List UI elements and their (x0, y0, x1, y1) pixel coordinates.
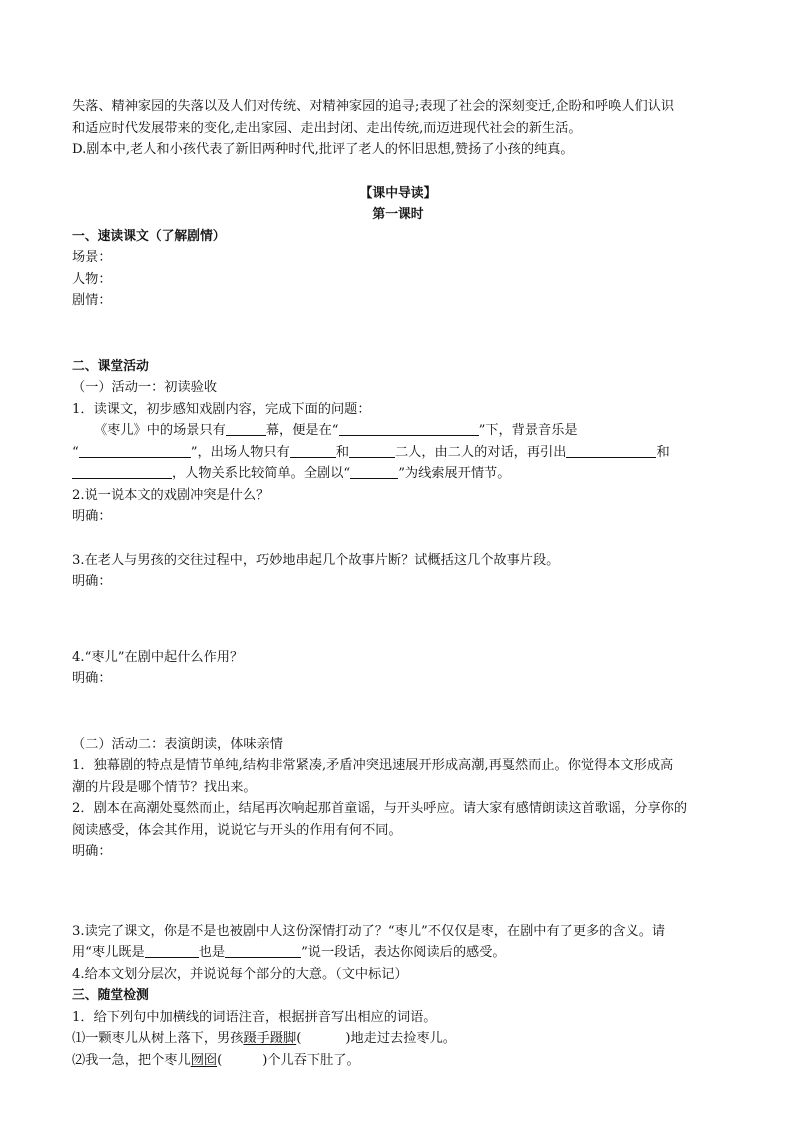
activity1-q1-line3 (72, 463, 724, 485)
activity1-q1-intro: 1．读课文，初步感知戏剧内容，完成下面的问题： (72, 401, 371, 417)
part3-item1 (72, 1028, 724, 1050)
text-segment: ”，出场人物只有 (190, 444, 290, 460)
text-segment: ”下，背景音乐是 (478, 423, 578, 438)
blank-line[interactable] (290, 443, 336, 458)
activity2-q4: 4.给本文划分层次，并说说每个部分的大意。（文中标记） (72, 966, 408, 982)
text-segment: 幕，便是在“ (265, 423, 339, 438)
scene-label: 场景： (72, 250, 112, 265)
answer-label: 明确： (72, 844, 112, 859)
blank-line[interactable] (145, 943, 199, 958)
text-segment: “ (72, 444, 79, 460)
activity1-q4: 4.“枣儿”在剧中起什么作用？ (72, 649, 244, 665)
text-segment: 和 (656, 444, 670, 460)
text-segment: 和 (335, 444, 349, 460)
text-segment: ”说一段话，表达你阅读后的感受。 (301, 945, 506, 960)
activity2-title: （二）活动二：表演朗读，体味亲情 (72, 736, 283, 752)
answer-label: 明确： (72, 509, 112, 524)
part1-heading: 一、速读课文（了解剧情） (72, 228, 226, 244)
underlined-word: 囫囵 (190, 1052, 218, 1068)
text-segment: 用“枣儿既是 (72, 945, 145, 960)
text-segment: 二人，由二人的对话，再引出 (395, 444, 567, 460)
activity2-q2-line2: 阅读感受，体会其作用，说说它与开头的作用有何不同。 (72, 822, 402, 838)
activity1-q1-line1 (72, 420, 724, 442)
characters-label: 人物： (72, 271, 112, 287)
option-c-line2: 和适应时代发展带来的变化,走出家园、走出封闭、走出传统,而迈进现代社会的新生活。 (72, 120, 582, 136)
blank-line[interactable] (79, 443, 191, 458)
text-segment: ⑴一颗枣儿从树上落下，男孩 (72, 1031, 244, 1046)
part2-heading: 二、课堂活动 (72, 358, 149, 374)
text-segment: ⑵我一急，把个枣儿 (72, 1052, 191, 1068)
activity1-title: （一）活动一：初读验收 (72, 380, 218, 395)
blank-line[interactable] (350, 464, 398, 479)
text-segment: ”为线索展开情节。 (398, 466, 511, 481)
text-segment: 也是 (198, 945, 226, 960)
text-segment: )地走过去捡枣儿。 (345, 1031, 456, 1046)
option-c-line1: 失落、精神家园的失落以及人们对传统、对精神家园的追寻;表现了社会的深刻变迁,企盼和呼唤人们认识 (72, 99, 675, 114)
activity1-q3: 3.在老人与男孩的交往过程中，巧妙地串起几个故事片断？试概括这几个故事片段。 (72, 552, 560, 568)
part3-q1-intro: 1．给下列句中加横线的词语注音，根据拼音写出相应的词语。 (72, 1009, 437, 1025)
activity2-q3-line2 (72, 942, 724, 964)
text-segment: )个儿吞下肚了。 (262, 1052, 360, 1068)
blank-line[interactable] (566, 443, 656, 458)
option-d: D.剧本中,老人和小孩代表了新旧两种时代,批评了老人的怀旧思想,赞扬了小孩的纯真。 (72, 142, 574, 157)
part3-item2 (72, 1050, 724, 1072)
text-segment: ，人物关系比较简单。全剧以“ (172, 466, 351, 481)
activity2-q1-line1: 1．独幕剧的特点是情节单纯,结构非常紧凑,矛盾冲突迅速展开形成高潮,再戛然而止。你觉得本文形成高 (72, 758, 674, 773)
text-segment: ( (217, 1052, 223, 1068)
section-title: 【课中导读】 (359, 185, 437, 201)
activity1-q1-line2 (72, 442, 724, 464)
answer-label: 明确： (72, 574, 112, 589)
blank-line[interactable] (349, 443, 395, 458)
blank-line[interactable] (226, 421, 266, 436)
activity1-q2: 2.说一说本文的戏剧冲突是什么？ (72, 487, 270, 503)
worksheet-page (72, 96, 724, 1071)
lesson-title: 第一课时 (372, 207, 424, 222)
text-segment: 《枣儿》中的场景只有 (94, 423, 226, 438)
blank-line[interactable] (225, 943, 301, 958)
activity2-q1-line2: 潮的片段是哪个情节？找出来。 (72, 779, 257, 795)
activity2-q2-line1: 2．剧本在高潮处戛然而止，结尾再次响起那首童谣，与开头呼应。请大家有感情朗读这首歌谣，分享你的 (72, 801, 688, 816)
part3-heading: 三、随堂检测 (72, 988, 149, 1003)
plot-label: 剧情： (72, 293, 112, 308)
blank-line[interactable] (72, 464, 172, 479)
activity2-q3-line1: 3.读完了课文，你是不是也被剧中人这份深情打动了？“枣儿”不仅仅是枣，在剧中有了更多的含义。请 (72, 923, 666, 939)
underlined-word: 蹑手蹑脚 (243, 1031, 297, 1046)
blank-line[interactable] (339, 421, 479, 436)
text-segment: ( (296, 1031, 302, 1046)
answer-label: 明确： (72, 671, 112, 686)
